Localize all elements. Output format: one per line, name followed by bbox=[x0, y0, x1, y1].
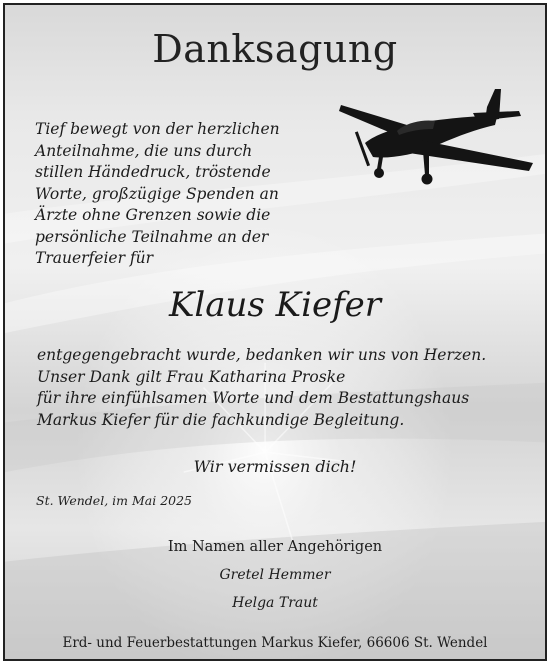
intro-line: Trauerfeier für bbox=[35, 249, 154, 267]
signer-name: Helga Traut bbox=[232, 595, 318, 611]
intro-line: Ärzte ohne Grenzen sowie die bbox=[35, 206, 271, 224]
deceased-name: Klaus Kiefer bbox=[168, 285, 382, 325]
obituary-notice bbox=[3, 3, 547, 661]
place-date: St. Wendel, im Mai 2025 bbox=[36, 493, 193, 508]
intro-text bbox=[35, 119, 335, 270]
gratitude-text bbox=[37, 345, 542, 431]
intro-line: Anteilnahme, die uns durch bbox=[35, 141, 253, 160]
intro-line: Worte, großzügige Spenden an bbox=[35, 184, 279, 203]
closing-line: Wir vermissen dich! bbox=[193, 457, 357, 476]
intro-line: persönliche Teilnahme an der bbox=[35, 227, 269, 246]
signers-lead: Im Namen aller Angehörigen bbox=[167, 539, 383, 555]
airplane-silhouette-icon bbox=[337, 85, 537, 187]
funeral-home-footer: Erd- und Feuerbestattungen Markus Kiefer, 66606 St. Wendel bbox=[62, 635, 488, 651]
body-line: Markus Kiefer für die fachkundige Begleitung. bbox=[37, 410, 405, 429]
intro-line: Tief bewegt von der herzlichen bbox=[35, 120, 280, 138]
body-line: Unser Dank gilt Frau Katharina Proske bbox=[37, 367, 346, 386]
notice-title: Danksagung bbox=[152, 27, 398, 71]
intro-line: stillen Händedruck, tröstende bbox=[35, 163, 271, 181]
body-line: für ihre einfühlsamen Worte und dem Bestattungshaus bbox=[37, 389, 470, 407]
signers-block bbox=[5, 539, 545, 623]
body-line: entgegengebracht wurde, bedanken wir uns von Herzen. bbox=[37, 346, 487, 364]
signer-name: Gretel Hemmer bbox=[219, 567, 331, 583]
